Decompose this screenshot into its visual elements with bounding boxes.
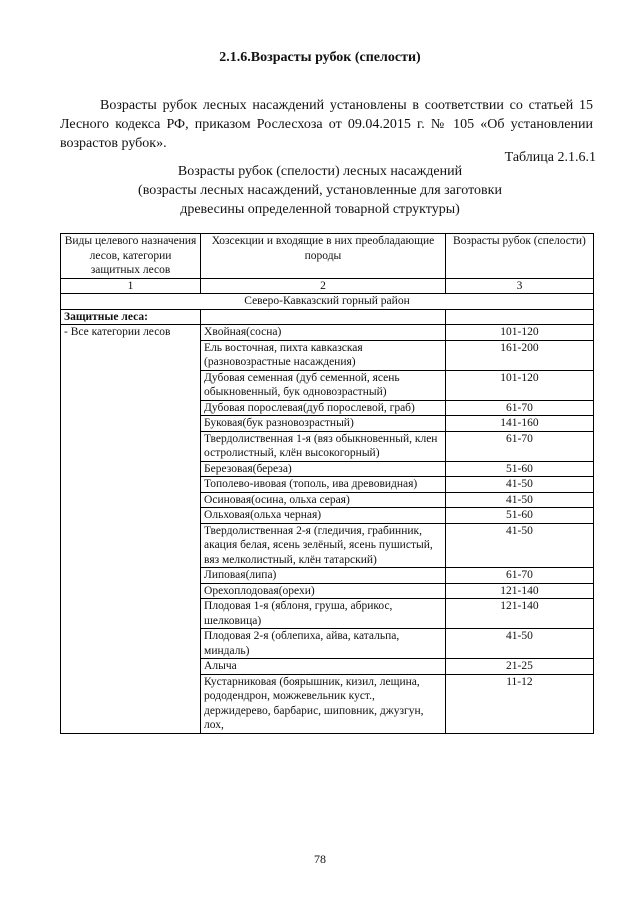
age-cell: 41-50 — [445, 629, 593, 659]
section-cell: Плодовая 1-я (яблоня, груша, абрикос, шелковица) — [201, 599, 446, 629]
section-cell: Алыча — [201, 659, 446, 675]
table-number: Таблица 2.1.6.1 — [504, 150, 596, 165]
age-cell: 61-70 — [445, 400, 593, 416]
age-cell: 121-140 — [445, 599, 593, 629]
table-header-row — [61, 234, 594, 279]
group-row — [61, 309, 594, 325]
header-age: Возрасты рубок (спелости) — [445, 234, 593, 279]
section-title: 2.1.6.Возрасты рубок (спелости) — [219, 50, 421, 65]
age-cell: 101-120 — [445, 325, 593, 341]
header-purpose: Виды целевого назначения лесов, категории защитных лесов — [61, 234, 201, 279]
empty-cell — [445, 309, 593, 325]
caption-line: древесины определенной товарной структуры) — [180, 202, 460, 217]
column-number-row — [61, 278, 594, 294]
section-cell: Липовая(липа) — [201, 568, 446, 584]
header-section: Хозсекции и входящие в них преобладающие породы — [201, 234, 446, 279]
age-cell: 61-70 — [445, 568, 593, 584]
column-number: 3 — [445, 278, 593, 294]
age-cell: 41-50 — [445, 523, 593, 568]
section-cell: Твердолиственная 2-я (гледичия, грабинник, акация белая, ясень зелёный, ясень пушистый, вяз мелколистный, клён татарский) — [201, 523, 446, 568]
age-cell: 51-60 — [445, 508, 593, 524]
section-cell: Ель восточная, пихта кавказская (разновозрастные насаждения) — [201, 340, 446, 370]
age-cell: 121-140 — [445, 583, 593, 599]
section-cell: Плодовая 2-я (облепиха, айва, катальпа, миндаль) — [201, 629, 446, 659]
section-cell: Буковая(бук разновозрастный) — [201, 416, 446, 432]
age-cell: 41-50 — [445, 477, 593, 493]
section-cell: Орехоплодовая(орехи) — [201, 583, 446, 599]
section-cell: Тополево-ивовая (тополь, ива древовидная) — [201, 477, 446, 493]
region-name: Северо-Кавказский горный район — [61, 294, 594, 310]
age-cell: 41-50 — [445, 492, 593, 508]
section-cell: Хвойная(сосна) — [201, 325, 446, 341]
age-cell: 161-200 — [445, 340, 593, 370]
section-cell: Осиновая(осина, ольха серая) — [201, 492, 446, 508]
caption-line: Возрасты рубок (спелости) лесных насаждений — [177, 164, 463, 179]
age-cell: 21-25 — [445, 659, 593, 675]
age-cell: 101-120 — [445, 370, 593, 400]
age-cell: 51-60 — [445, 461, 593, 477]
group-name: Защитные леса: — [61, 309, 201, 325]
caption-line: (возрасты лесных насаждений, установленные для заготовки — [138, 183, 502, 198]
column-number: 1 — [61, 278, 201, 294]
age-cell: 61-70 — [445, 431, 593, 461]
empty-cell — [201, 309, 446, 325]
section-cell: Дубовая семенная (дуб семенной, ясень обыкновенный, бук одновозрастный) — [201, 370, 446, 400]
section-cell: Дубовая порослевая(дуб порослевой, граб) — [201, 400, 446, 416]
intro-paragraph: Возрасты рубок лесных насаждений установлены в соответствии со статьей 15 Лесного кодекса РФ, приказом Рослесхоза от 09.04.2015 г. № 105 «Об установлении возрастов рубок». — [60, 98, 593, 151]
column-number: 2 — [201, 278, 446, 294]
table-caption — [0, 162, 640, 219]
category-cell: - Все категории лесов — [61, 325, 201, 734]
age-cell: 141-160 — [445, 416, 593, 432]
page-number: 78 — [314, 852, 326, 866]
table-row — [61, 325, 594, 341]
section-cell: Ольховая(ольха черная) — [201, 508, 446, 524]
cutting-age-table — [60, 233, 594, 734]
region-row — [61, 294, 594, 310]
age-cell: 11-12 — [445, 674, 593, 733]
section-cell: Твердолиственная 1-я (вяз обыкновенный, клен остролистный, клён высокогорный) — [201, 431, 446, 461]
section-cell: Кустарниковая (боярышник, кизил, лещина, рододендрон, можжевельник куст., держидерево, барбарис, шиповник, джузгун, лох, — [201, 674, 446, 733]
section-cell: Березовая(береза) — [201, 461, 446, 477]
